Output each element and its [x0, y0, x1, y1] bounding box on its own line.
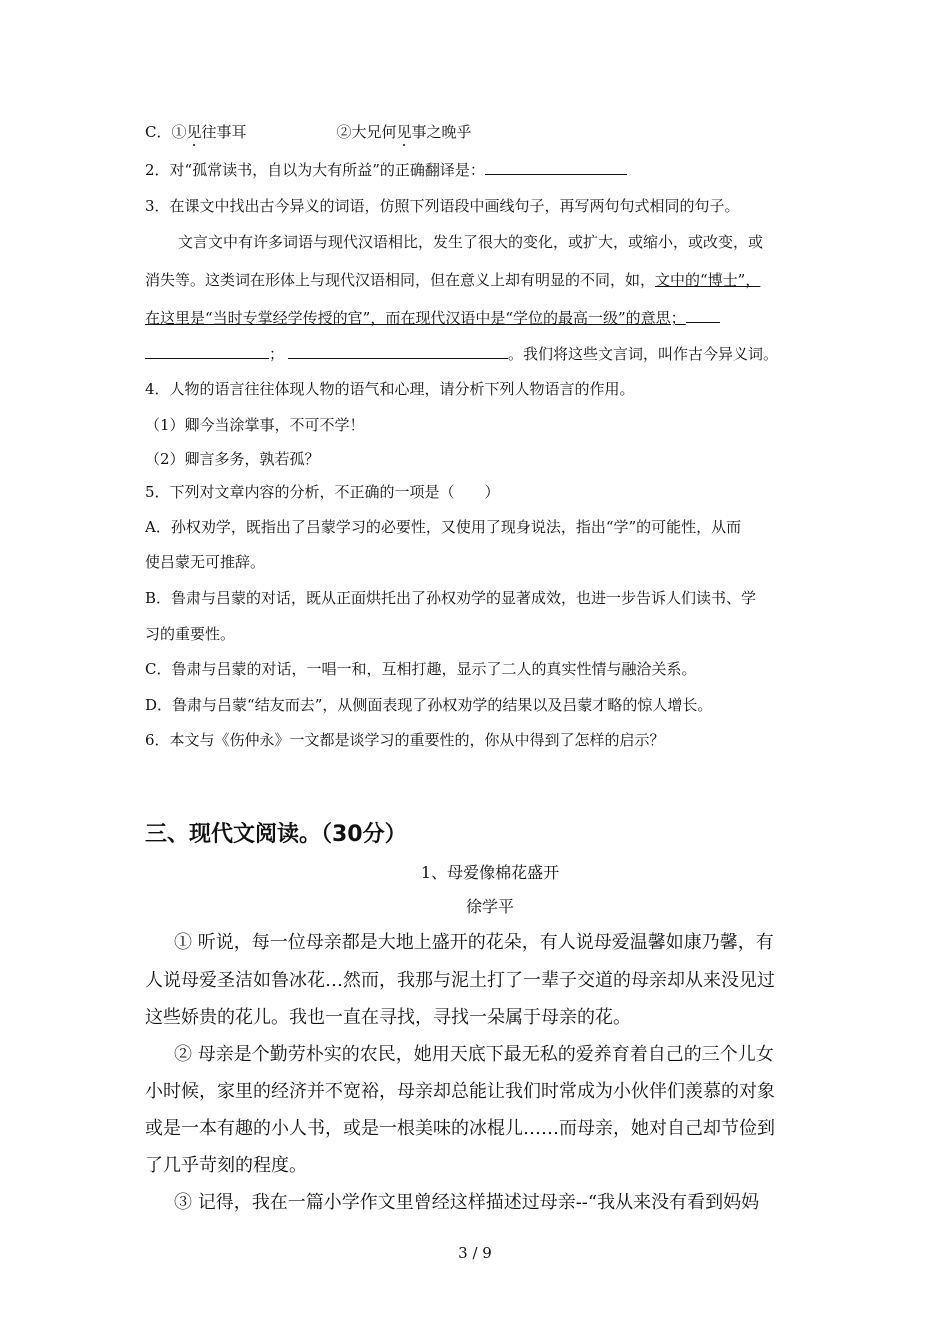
- q6-text: 6．本文与《伤仲永》一文都是谈学习的重要性的，你从中得到了怎样的启示？: [145, 731, 665, 749]
- q3-para-line-1: 文言文中有许多词语与现代汉语相比，发生了很大的变化，或扩大，或缩小，或改变，或: [178, 233, 764, 251]
- q1-option-c: [145, 122, 825, 142]
- article-line-3: 这些娇贵的花儿。我也一直在寻找，寻找一朵属于母亲的花。: [145, 1007, 631, 1028]
- q5-option-a-line-1: A．孙权劝学，既指出了吕蒙学习的必要性，又使用了现身说法，指出“学”的可能性，从而: [145, 518, 742, 536]
- article-author: 徐学平: [465, 897, 514, 916]
- q3-para-line-2: [145, 270, 825, 290]
- q4-sentence-1: （1）卿今当涂掌事，不可不学！: [145, 416, 365, 434]
- q3-underlined-sentence-part-2: 在这里是“当时专掌经学传授的官”，而在现代汉语中是“学位的最高一级”的意思；: [145, 309, 686, 327]
- q1c-dotted-char-a: 见: [186, 123, 202, 141]
- q5-title: 5．下列对文章内容的分析，不正确的一项是（ ）: [145, 483, 500, 501]
- q3-answer-blank-1a[interactable]: [686, 308, 720, 323]
- q5-option-b-line-1: B．鲁肃与吕蒙的对话，既从正面烘托出了孙权劝学的显著成效，也进一步告诉人们读书、学: [145, 589, 757, 607]
- q3-underlined-sentence-part-1: 文中的“博士”，: [655, 271, 761, 289]
- q4-title: 4．人物的语言往往体现人物的语气和心理，请分析下列人物语言的作用。: [145, 380, 635, 398]
- article-line-8: ③ 记得，我在一篇小学作文里曾经这样描述过母亲--“我从来没有看到妈妈: [174, 1192, 760, 1213]
- q1c-pre-b: ②大兄何: [336, 123, 397, 141]
- article-line-6: 或是一本有趣的小人书，或是一根美味的冰棍儿……而母亲，她对自己却节俭到: [145, 1118, 775, 1139]
- q3-answer-blank-2[interactable]: [288, 344, 508, 359]
- q5-option-a-line-2: 使吕蒙无可推辞。: [145, 553, 266, 571]
- q3-title: 3．在课文中找出古今异义的词语，仿照下列语段中画线句子，再写两句句式相同的句子。: [145, 197, 740, 215]
- article-line-7: 了几乎苛刻的程度。: [145, 1155, 307, 1176]
- q3-para-line-2-plain: 消失等。这类词在形体上与现代汉语相同，但在意义上却有明显的不同，如，: [145, 271, 656, 289]
- article-line-1: ① 听说，每一位母亲都是大地上盛开的花朵，有人说母爱温馨如康乃馨，有: [174, 932, 774, 953]
- article-line-2: 人说母爱圣洁如鲁冰花…然而，我那与泥土打了一辈子交道的母亲却从来没见过: [145, 970, 775, 991]
- q1c-rest-a: 往事耳: [201, 123, 247, 141]
- q3-answer-blank-1b[interactable]: [145, 344, 269, 359]
- article-title: 1、母爱像棉花盛开: [420, 863, 560, 882]
- q3-para-end: 。我们将这些文言词，叫作古今异义词。: [508, 345, 779, 363]
- q5-option-b-line-2: 习的重要性。: [145, 625, 236, 643]
- q2-text: 2．对“孤常读书，自以为大有所益”的正确翻译是：: [145, 161, 485, 179]
- q1c-dotted-char-b: 见: [396, 123, 412, 141]
- article-line-4: ② 母亲是个勤劳朴实的农民，她用天底下最无私的爱养育着自己的三个儿女: [174, 1044, 774, 1065]
- q3-para-line-4: [145, 344, 825, 364]
- q5-option-c: C．鲁肃与吕蒙的对话，一唱一和，互相打趣，显示了二人的真实性情与融洽关系。: [145, 660, 697, 678]
- q3-separator: ；: [269, 345, 285, 363]
- q4-sentence-2: （2）卿言多务，孰若孤？: [145, 450, 320, 468]
- section-heading: 三、现代文阅读。（30分）: [145, 822, 407, 847]
- q1c-rest-b: 事之晚乎: [411, 123, 472, 141]
- q1c-label: C．①: [145, 123, 187, 141]
- q2-answer-blank[interactable]: [485, 160, 627, 175]
- q5-option-d: D．鲁肃与吕蒙“结友而去”，从侧面表现了孙权劝学的结果以及吕蒙才略的惊人增长。: [145, 696, 713, 714]
- q3-para-line-3: [145, 308, 825, 328]
- page-number: 3 / 9: [458, 1244, 492, 1262]
- q2-line: [145, 160, 825, 180]
- article-line-5: 小时候，家里的经济并不宽裕，母亲却总能让我们时常成为小伙伴们羡慕的对象: [145, 1081, 775, 1102]
